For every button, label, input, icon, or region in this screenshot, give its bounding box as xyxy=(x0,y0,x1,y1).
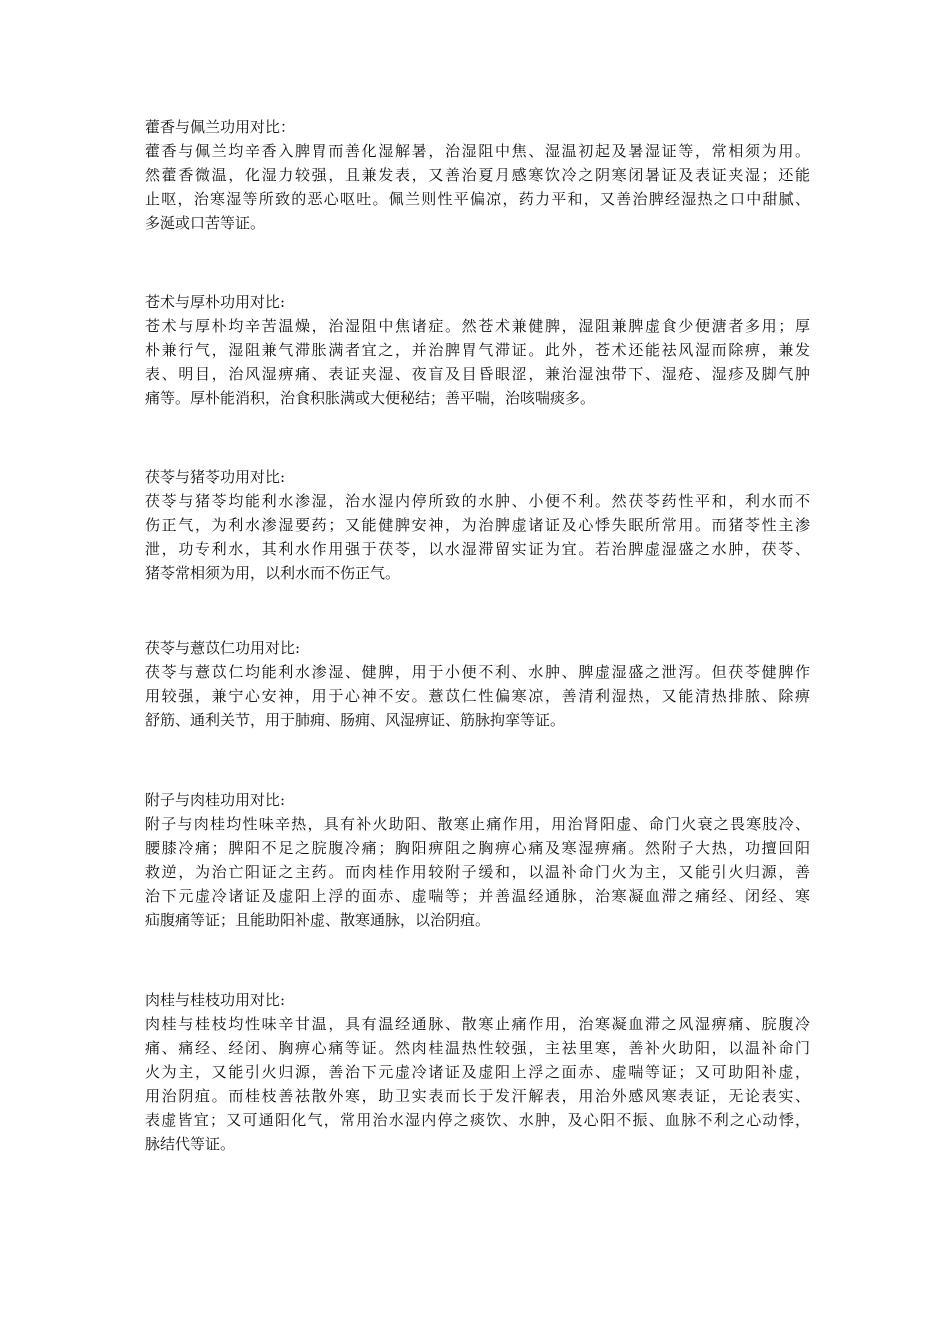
paragraph-line: 痛、痛经、经闭、胸痹心痛等证。然肉桂温热性较强，主祛里寒，善补火助阳，以温补命门 xyxy=(145,1039,810,1057)
paragraph-line: 朴兼行气，湿阻兼气滞胀满者宜之，并治脾胃气滞证。此外，苍术还能祛风湿而除痹，兼发 xyxy=(145,341,810,359)
paragraph-line: 猪苓常相须为用，以利水而不伤正气。 xyxy=(145,564,401,582)
section-rougui-guizhi xyxy=(145,988,810,1156)
paragraph-line: 表虚皆宜；又可通阳化气，常用治水湿内停之痰饮、水肿，及心阳不振、血脉不利之心动悸， xyxy=(145,1111,810,1129)
paragraph-line: 然藿香微温，化湿力较强，且兼发表，又善治夏月感寒饮冷之阴寒闭暑证及表证夹湿；还能 xyxy=(145,166,810,184)
paragraph-line: 舒筋、通利关节，用于肺痈、肠痈、风湿痹证、筋脉拘挛等证。 xyxy=(145,711,566,729)
section-title: 苍术与厚朴功用对比: xyxy=(145,293,286,311)
paragraph-line: 附子与肉桂均性味辛热，具有补火助阳、散寒止痛作用，用治肾阳虚、命门火衰之畏寒肢冷、 xyxy=(145,815,810,833)
paragraph-line: 多涎或口苦等证。 xyxy=(145,214,266,232)
paragraph-line: 腰膝冷痛；脾阳不足之脘腹冷痛；胸阳痹阻之胸痹心痛及寒湿痹痛。然附子大热，功擅回阳 xyxy=(145,839,810,857)
section-title: 附子与肉桂功用对比: xyxy=(145,791,286,809)
paragraph-line: 泄，功专利水，其利水作用强于茯苓，以水湿滞留实证为宜。若治脾虚湿盛之水肿，茯苓、 xyxy=(145,540,810,558)
section-title: 藿香与佩兰功用对比： xyxy=(145,118,296,136)
section-fuling-zhuling xyxy=(145,465,810,585)
paragraph-line: 茯苓与薏苡仁均能利水渗湿、健脾，用于小便不利、水肿、脾虚湿盛之泄泻。但茯苓健脾作 xyxy=(145,663,810,681)
paragraph-line: 救逆，为治亡阳证之主药。而肉桂作用较附子缓和，以温补命门火为主，又能引火归源，善 xyxy=(145,863,810,881)
paragraph-line: 火为主，又能引火归源，善治下元虚冷诸证及虚阳上浮之面赤、虚喘等证；又可助阳补虚， xyxy=(145,1063,810,1081)
paragraph-line: 用较强，兼宁心安神，用于心神不安。薏苡仁性偏寒凉，善清利湿热，又能清热排脓、除痹 xyxy=(145,687,810,705)
paragraph-line: 茯苓与猪苓均能利水渗湿，治水湿内停所致的水肿、小便不利。然茯苓药性平和，利水而不 xyxy=(145,492,810,510)
section-huoxiang-peilan xyxy=(145,115,810,235)
paragraph-line: 伤正气，为利水渗湿要药；又能健脾安神，为治脾虚诸证及心悸失眠所常用。而猪苓性主渗 xyxy=(145,516,810,534)
section-title: 肉桂与桂枝功用对比: xyxy=(145,991,286,1009)
section-cangzhu-houpo xyxy=(145,290,810,410)
paragraph-line: 苍术与厚朴均辛苦温燥，治湿阻中焦诸症。然苍术兼健脾，湿阻兼脾虚食少便溏者多用；厚 xyxy=(145,317,810,335)
section-title: 茯苓与猪苓功用对比: xyxy=(145,468,286,486)
section-fuzi-rougui xyxy=(145,788,810,932)
section-fuling-yiyiren xyxy=(145,636,810,732)
paragraph-line: 止呕，治寒湿等所致的恶心呕吐。佩兰则性平偏凉，药力平和，又善治脾经湿热之口中甜腻、 xyxy=(145,190,810,208)
paragraph-line: 脉结代等证。 xyxy=(145,1135,236,1153)
section-title: 茯苓与薏苡仁功用对比: xyxy=(145,639,301,657)
paragraph-line: 痛等。厚朴能消积，治食积胀满或大便秘结；善平喘，治咳喘痰多。 xyxy=(145,389,596,407)
paragraph-line: 疝腹痛等证；且能助阳补虚、散寒通脉，以治阴疽。 xyxy=(145,911,491,929)
paragraph-line: 治下元虚冷诸证及虚阳上浮的面赤、虚喘等；并善温经通脉，治寒凝血滞之痛经、闭经、寒 xyxy=(145,887,810,905)
paragraph-line: 藿香与佩兰均辛香入脾胃而善化湿解暑，治湿阻中焦、湿温初起及暑湿证等，常相须为用。 xyxy=(145,142,810,160)
paragraph-line: 表、明目，治风湿痹痛、表证夹湿、夜盲及目昏眼涩，兼治湿浊带下、湿疮、湿疹及脚气肿 xyxy=(145,365,810,383)
paragraph-line: 肉桂与桂枝均性味辛甘温，具有温经通脉、散寒止痛作用，治寒凝血滞之风湿痹痛、脘腹冷 xyxy=(145,1015,810,1033)
paragraph-line: 用治阴疽。而桂枝善祛散外寒，助卫实表而长于发汗解表，用治外感风寒表证，无论表实、 xyxy=(145,1087,810,1105)
